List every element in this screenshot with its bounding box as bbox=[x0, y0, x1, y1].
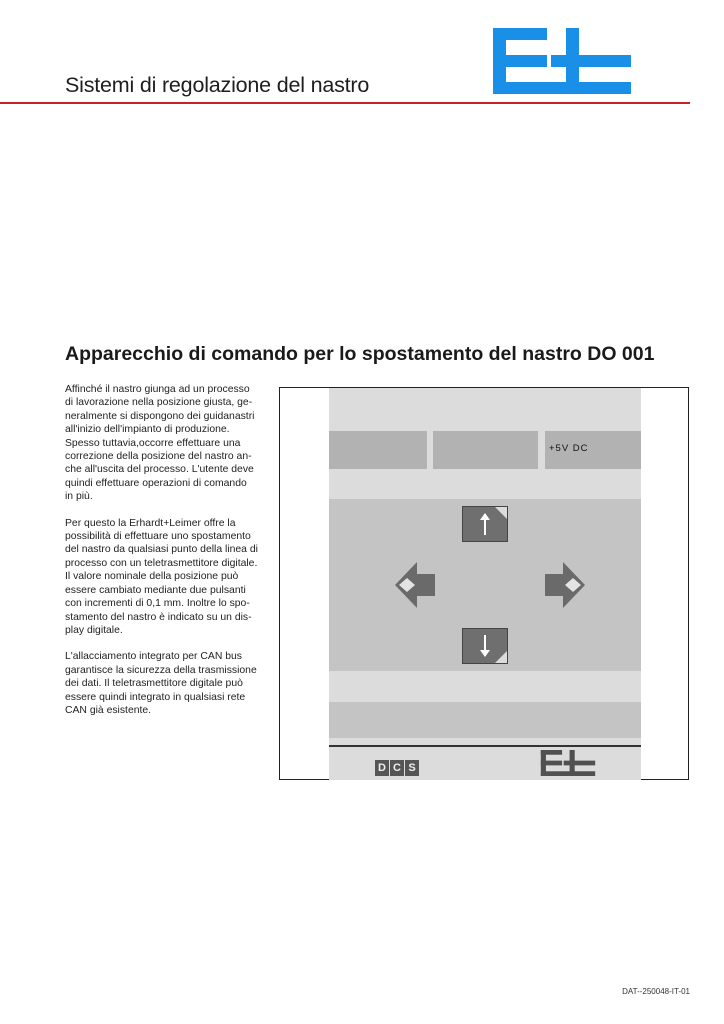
paragraph: Affinché il nastro giunga ad un processo di lavorazione nella posizione giusta, ge- neralmente si dispongono dei guidanastri all'inizio dell'impianto di produzione. Spesso tuttavia,occorre effettuare una correzione della posizione del nastro an- che all'uscita del processo. L'utente deve quindi effettuare operazioni di comando in più. bbox=[65, 384, 255, 503]
dcs-letter: C bbox=[390, 760, 404, 776]
voltage-label: +5V DC bbox=[549, 443, 589, 454]
lower-band bbox=[329, 702, 641, 738]
device-panel bbox=[329, 388, 641, 780]
display-window-3 bbox=[545, 431, 641, 469]
arrow-right-icon bbox=[541, 560, 585, 610]
device-el-logo-icon bbox=[539, 750, 597, 776]
dcs-letter: D bbox=[375, 760, 389, 776]
document-code: DAT--250048-IT-01 bbox=[622, 987, 690, 996]
display-window-2 bbox=[433, 431, 538, 469]
paragraph: L'allacciamento integrato per CAN bus garantisce la sicurezza della trasmissione dei dati. Il teletrasmettitore digitale può essere quindi integrato in qualsiasi rete CAN già esistente. bbox=[65, 651, 257, 716]
page-header-title: Sistemi di regolazione del nastro bbox=[65, 73, 370, 97]
document-title: Apparecchio di comando per lo spostamento del nastro DO 001 bbox=[65, 343, 655, 366]
arrow-left-icon bbox=[395, 560, 439, 610]
body-text bbox=[65, 383, 265, 730]
el-logo-icon bbox=[493, 28, 631, 94]
dcs-letter: S bbox=[405, 760, 419, 776]
footer-divider bbox=[329, 745, 641, 747]
up-arrow-button[interactable] bbox=[462, 506, 508, 542]
display-window-1 bbox=[329, 431, 427, 469]
device-figure bbox=[279, 387, 689, 780]
dcs-badge bbox=[375, 760, 419, 776]
down-arrow-button[interactable] bbox=[462, 628, 508, 664]
arrow-up-icon bbox=[463, 507, 507, 541]
arrow-down-icon bbox=[463, 629, 507, 663]
header-divider bbox=[0, 102, 690, 104]
paragraph: Per questo la Erhardt+Leimer offre la possibilità di effettuare uno spostamento del nastro da qualsiasi punto della linea di processo con un teletrasmettitore digitale. Il valore nominale della posizione può essere cambiato mediante due pulsanti con incrementi di 0,1 mm. Inoltre lo spo- stamento del nastro è indicato su un dis- play digitale. bbox=[65, 517, 258, 636]
